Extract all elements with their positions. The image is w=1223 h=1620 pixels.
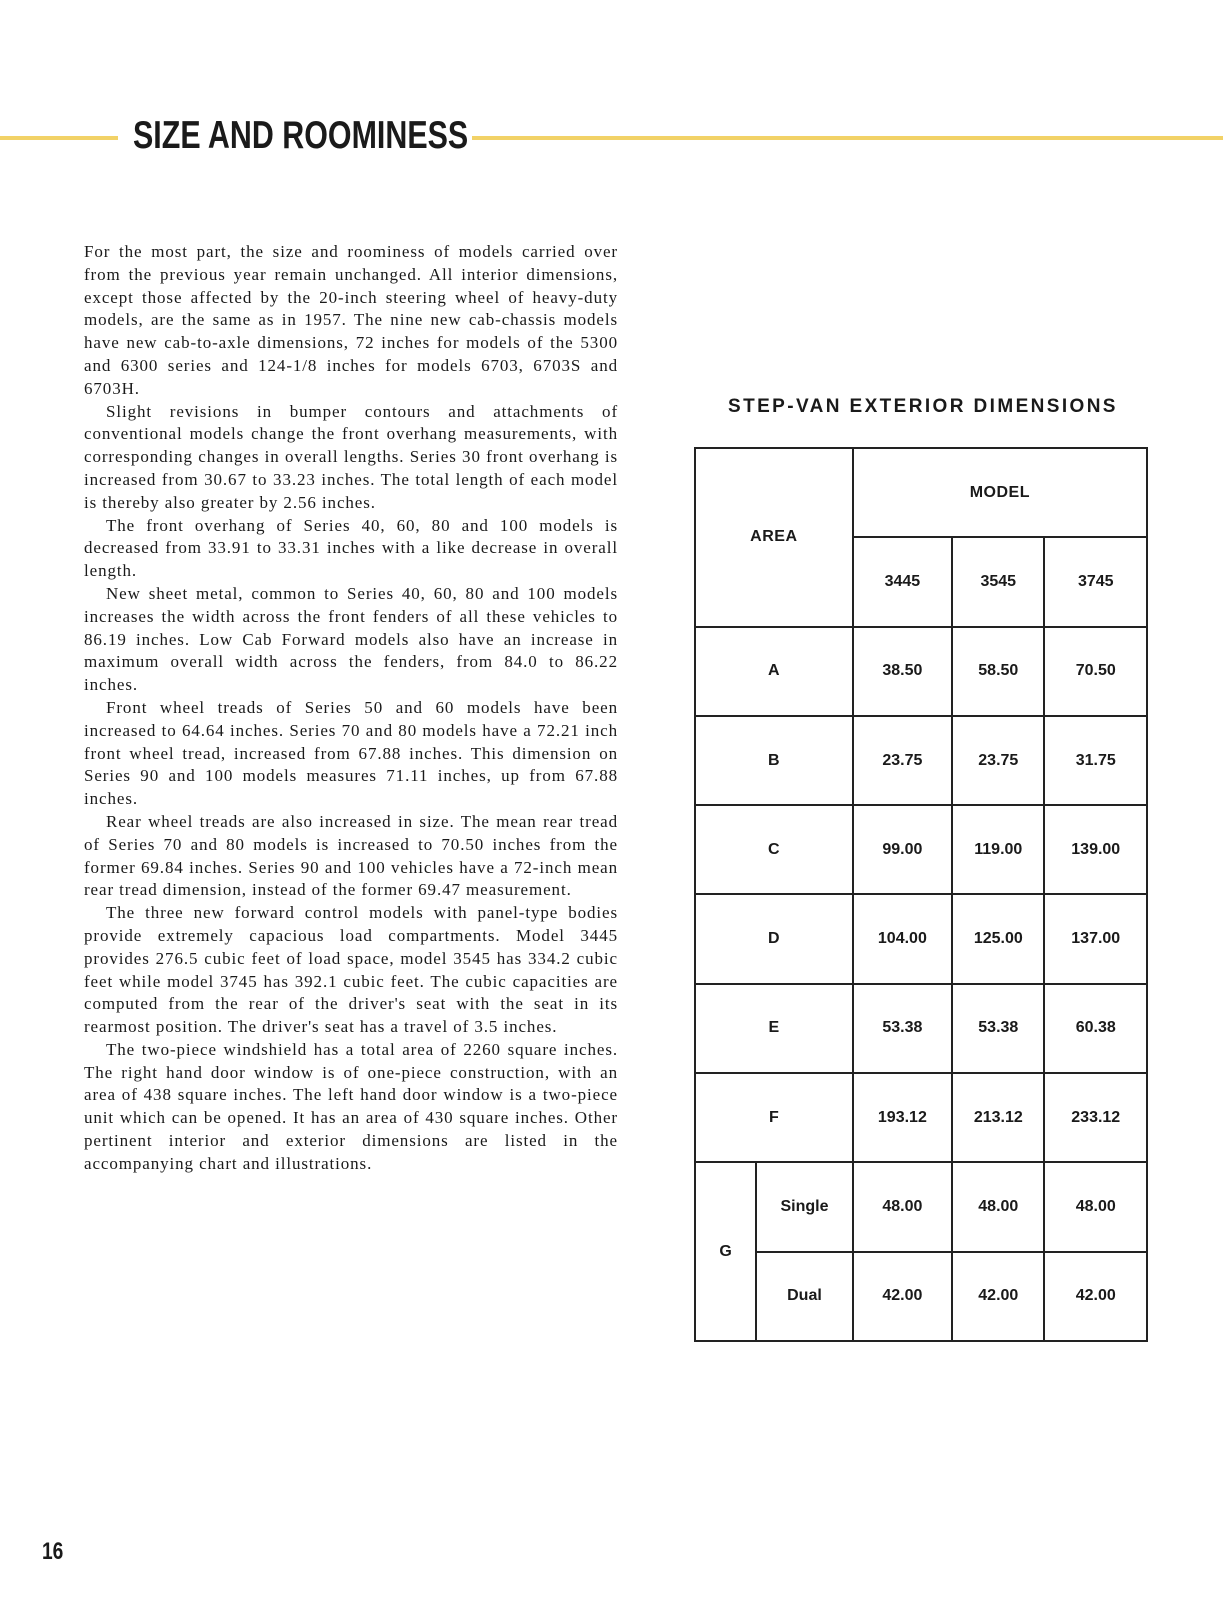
value-cell: 23.75 — [853, 716, 952, 805]
paragraph-3: The front overhang of Series 40, 60, 80 and 100 models is decreased from 33.91 to 33.31 inches with a like decrease in overall length. — [84, 515, 618, 581]
value-cell: 233.12 — [1044, 1073, 1147, 1162]
value-cell: 48.00 — [952, 1162, 1044, 1251]
table-title: STEP-VAN EXTERIOR DIMENSIONS — [728, 396, 1118, 417]
area-cell: C — [695, 805, 853, 894]
model-col-header: 3545 — [952, 537, 1044, 626]
body-text — [84, 241, 618, 1176]
page-heading: SIZE AND ROOMINESS — [133, 114, 469, 157]
value-cell: 42.00 — [952, 1252, 1044, 1341]
value-cell: 99.00 — [853, 805, 952, 894]
value-cell: 31.75 — [1044, 716, 1147, 805]
area-cell: G — [695, 1162, 756, 1341]
area-header: AREA — [695, 448, 853, 627]
paragraph-7: The three new forward control models with panel-type bodies provide extremely capacious load compartments. Model 3445 provides 276.5 cubic feet of load space, model 3545 has 334.2 cubic feet while model 3745 has 392.1 cubic feet. The cubic capacities are computed from the rear of the driver's seat with the seat in its rearmost position. The driver's seat has a travel of 3.5 inches. — [84, 903, 618, 1037]
table-row — [695, 627, 1147, 716]
value-cell: 53.38 — [952, 984, 1044, 1073]
paragraph-5: Front wheel treads of Series 50 and 60 models have been increased to 64.64 inches. Series 70 and 80 models have a 72.21 inch front wheel tread, increased from 67.88 inches. This dimension on Series 90 and 100 models measures 71.11 inches, up from 67.88 inches. — [84, 697, 618, 809]
value-cell: 139.00 — [1044, 805, 1147, 894]
area-cell: E — [695, 984, 853, 1073]
area-cell: B — [695, 716, 853, 805]
heading-rule-right — [472, 136, 1223, 140]
paragraph-1: For the most part, the size and roominess of models carried over from the previous year remain unchanged. All interior dimensions, except those affected by the 20-inch steering wheel of heavy-duty models, are the same as in 1957. The nine new cab-chassis models have new cab-to-axle dimensions, 72 inches for models of the 5300 and 6300 series and 124-1/8 inches for models 6703, 6703S and 6703H. — [84, 242, 618, 398]
page-number: 16 — [42, 1538, 64, 1565]
dimensions-table — [694, 447, 1148, 1342]
value-cell: 119.00 — [952, 805, 1044, 894]
sub-area-cell: Single — [756, 1162, 852, 1251]
area-cell: D — [695, 894, 853, 983]
sub-area-cell: Dual — [756, 1252, 852, 1341]
value-cell: 48.00 — [1044, 1162, 1147, 1251]
area-cell: A — [695, 627, 853, 716]
heading-rule-left — [0, 136, 118, 140]
table-row — [695, 984, 1147, 1073]
value-cell: 213.12 — [952, 1073, 1044, 1162]
table-row — [695, 1073, 1147, 1162]
paragraph-8: The two-piece windshield has a total area of 2260 square inches. The right hand door window is of one-piece construction, with an area of 438 square inches. The left hand door window is a two-piece unit which can be opened. It has an area of 430 square inches. Other pertinent interior and exterior dimensions are listed in the accompanying chart and illustrations. — [84, 1039, 618, 1173]
model-col-header: 3745 — [1044, 537, 1147, 626]
table-row — [695, 805, 1147, 894]
value-cell: 193.12 — [853, 1073, 952, 1162]
model-header: MODEL — [853, 448, 1147, 537]
model-col-header: 3445 — [853, 537, 952, 626]
area-cell: F — [695, 1073, 853, 1162]
value-cell: 42.00 — [1044, 1252, 1147, 1341]
value-cell: 23.75 — [952, 716, 1044, 805]
value-cell: 104.00 — [853, 894, 952, 983]
value-cell: 60.38 — [1044, 984, 1147, 1073]
value-cell: 53.38 — [853, 984, 952, 1073]
value-cell: 42.00 — [853, 1252, 952, 1341]
table-row — [695, 894, 1147, 983]
value-cell: 38.50 — [853, 627, 952, 716]
table-row — [695, 1162, 1147, 1251]
value-cell: 58.50 — [952, 627, 1044, 716]
value-cell: 48.00 — [853, 1162, 952, 1251]
value-cell: 137.00 — [1044, 894, 1147, 983]
table-row — [695, 1252, 1147, 1341]
table-row — [695, 716, 1147, 805]
value-cell: 125.00 — [952, 894, 1044, 983]
value-cell: 70.50 — [1044, 627, 1147, 716]
paragraph-2: Slight revisions in bumper contours and attachments of conventional models change the front overhang measurements, with corresponding changes in overall lengths. Series 30 front overhang is increased from 30.67 to 33.23 inches. The total length of each model is thereby also greater by 2.56 inches. — [84, 401, 618, 512]
paragraph-6: Rear wheel treads are also increased in size. The mean rear tread of Series 70 and 80 models is increased to 70.50 inches from the former 69.84 inches. Series 90 and 100 vehicles have a 72-inch mean rear tread dimension, instead of the former 69.47 measurement. — [84, 811, 618, 900]
paragraph-4: New sheet metal, common to Series 40, 60, 80 and 100 models increases the width across the front fenders of all these vehicles to 86.19 inches. Low Cab Forward models also have an increase in maximum overall width across the fenders, from 84.0 to 86.22 inches. — [84, 583, 618, 695]
